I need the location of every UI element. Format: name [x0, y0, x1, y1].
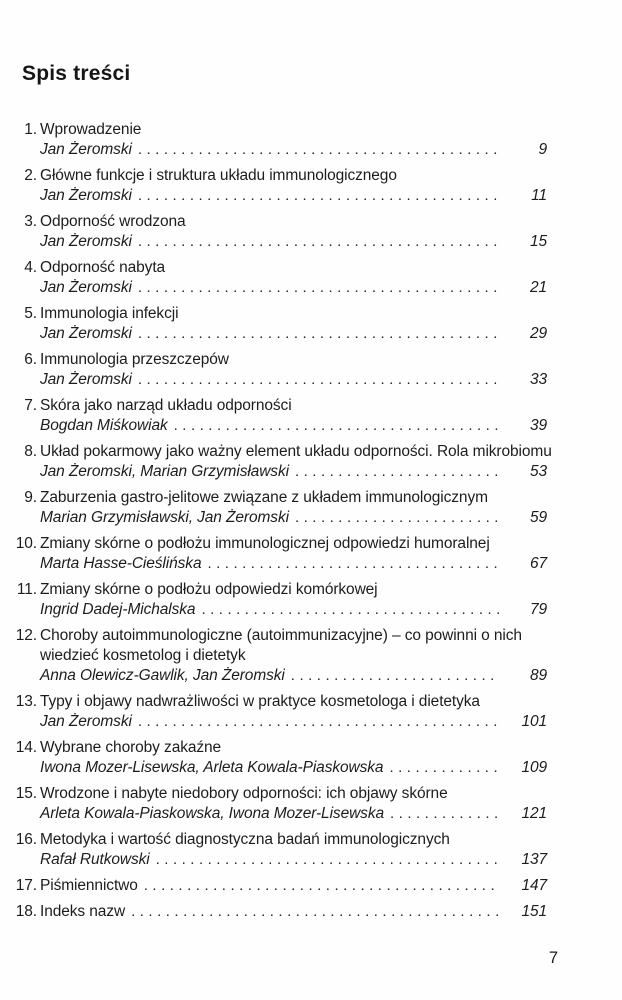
- dot-leader: [201, 600, 499, 620]
- entry-title-line: Główne funkcje i struktura układu immunologicznego: [40, 167, 397, 184]
- entry-number: 11.: [16, 581, 37, 598]
- entry-leader-label: Jan Żeromski: [40, 371, 132, 388]
- toc-entry: [14, 396, 547, 436]
- entry-title-line: Zmiany skórne o podłożu odpowiedzi komórkowej: [40, 581, 378, 598]
- entry-page-number: 33: [529, 371, 547, 388]
- entry-body: [40, 396, 547, 436]
- entry-page-number: 79: [529, 601, 547, 618]
- entry-title-line: Choroby autoimmunologiczne (autoimmunizacyjne) – co powinni o nich: [40, 627, 522, 644]
- dot-leader: [207, 554, 499, 574]
- entry-title-lines: [40, 692, 547, 712]
- toc-entry: [14, 120, 547, 160]
- entry-number: 2.: [24, 167, 37, 184]
- entry-title-line: Układ pokarmowy jako ważny element układu odporności. Rola mikrobiomu: [40, 443, 552, 460]
- toc-entry: [14, 626, 547, 686]
- entry-title-line: Metodyka i wartość diagnostyczna badań immunologicznych: [40, 831, 450, 848]
- entry-body: [40, 738, 547, 778]
- entry-leader-label: Bogdan Miśkowiak: [40, 417, 168, 434]
- entry-page-number: 15: [529, 233, 547, 250]
- entry-leader-row: [40, 232, 547, 252]
- entry-leader-row: [40, 416, 547, 436]
- entry-title-lines: [40, 580, 547, 600]
- entry-leader-label: Indeks nazw: [40, 903, 126, 920]
- entry-title-line: Wrodzone i nabyte niedobory odporności: ich objawy skórne: [40, 785, 448, 802]
- entry-page-number: 101: [521, 713, 547, 730]
- dot-leader: [138, 278, 499, 298]
- entry-number: 5.: [24, 305, 37, 322]
- entry-page-number: 11: [531, 187, 547, 204]
- entry-number: 13.: [15, 693, 37, 710]
- dot-leader: [131, 902, 499, 922]
- entry-leader-label: Jan Żeromski, Marian Grzymisławski: [40, 463, 289, 480]
- entry-page-number: 59: [529, 509, 547, 526]
- entry-body: [40, 784, 547, 824]
- entry-leader-row: [40, 666, 547, 686]
- entry-leader-row: [40, 902, 547, 922]
- entry-title-line: Typy i objawy nadwrażliwości w praktyce kosmetologa i dietetyka: [40, 693, 480, 710]
- entry-leader-label: Jan Żeromski: [40, 233, 132, 250]
- entry-number: 9.: [24, 489, 37, 506]
- toc-entry: [14, 738, 547, 778]
- entry-body: [40, 488, 547, 528]
- entry-page-number: 67: [529, 555, 547, 572]
- entry-body: [40, 626, 547, 686]
- entry-leader-label: Marta Hasse-Cieślińska: [40, 555, 202, 572]
- entry-leader-row: [40, 462, 547, 482]
- toc-entry: [14, 534, 547, 574]
- entry-leader-label: Anna Olewicz-Gawlik, Jan Żeromski: [40, 667, 285, 684]
- dot-leader: [144, 876, 499, 896]
- entry-body: [40, 534, 547, 574]
- entry-title-line: Odporność nabyta: [40, 259, 166, 276]
- entry-page-number: 121: [521, 805, 547, 822]
- entry-title-lines: [40, 488, 547, 508]
- entry-leader-label: Jan Żeromski: [40, 325, 132, 342]
- entry-page-number: 39: [529, 417, 547, 434]
- entry-title-line: wiedzieć kosmetolog i dietetyk: [40, 647, 246, 664]
- entry-leader-row: [40, 370, 547, 390]
- dot-leader: [390, 804, 499, 824]
- entry-leader-row: [40, 278, 547, 298]
- entry-number: 6.: [24, 351, 37, 368]
- toc-list: [14, 120, 552, 922]
- toc-entry: [14, 258, 547, 298]
- entry-body: [40, 350, 547, 390]
- entry-title-line: Immunologia przeszczepów: [40, 351, 229, 368]
- entry-page-number: 151: [521, 903, 547, 920]
- toc-entry: [14, 166, 547, 206]
- toc-entry: [14, 876, 547, 896]
- entry-body: [40, 902, 547, 922]
- entry-body: [40, 304, 547, 344]
- dot-leader: [138, 140, 499, 160]
- entry-body: [40, 212, 547, 252]
- entry-leader-row: [40, 554, 547, 574]
- entry-title-lines: [40, 626, 547, 666]
- entry-leader-row: [40, 876, 547, 896]
- dot-leader: [138, 712, 499, 732]
- entry-number: 7.: [24, 397, 37, 414]
- entry-leader-label: Ingrid Dadej-Michalska: [40, 601, 196, 618]
- entry-body: [40, 876, 547, 896]
- dot-leader: [295, 508, 499, 528]
- entry-leader-label: Jan Żeromski: [40, 187, 132, 204]
- entry-page-number: 53: [529, 463, 547, 480]
- entry-leader-row: [40, 600, 547, 620]
- dot-leader: [295, 462, 499, 482]
- toc-entry: [14, 212, 547, 252]
- entry-body: [40, 166, 547, 206]
- entry-title-line: Zmiany skórne o podłożu immunologicznej odpowiedzi humoralnej: [40, 535, 490, 552]
- dot-leader: [174, 416, 499, 436]
- entry-leader-label: Rafał Rutkowski: [40, 851, 150, 868]
- entry-leader-row: [40, 508, 547, 528]
- entry-leader-row: [40, 850, 547, 870]
- entry-leader-row: [40, 324, 547, 344]
- toc-entry: [14, 580, 547, 620]
- entry-body: [40, 258, 547, 298]
- page-title: Spis treści: [22, 62, 131, 85]
- entry-leader-row: [40, 758, 547, 778]
- entry-leader-label: Arleta Kowala-Piaskowska, Iwona Mozer-Lisewska: [40, 805, 385, 822]
- toc-entry: [14, 830, 547, 870]
- entry-leader-label: Jan Żeromski: [40, 279, 132, 296]
- entry-title-line: Odporność wrodzona: [40, 213, 186, 230]
- entry-title-lines: [40, 258, 547, 278]
- entry-title-line: Wybrane choroby zakaźne: [40, 739, 222, 756]
- dot-leader: [156, 850, 499, 870]
- entry-page-number: 137: [521, 851, 547, 868]
- entry-page-number: 29: [529, 325, 547, 342]
- entry-body: [40, 830, 547, 870]
- entry-number: 4.: [24, 259, 37, 276]
- toc-entry: [14, 488, 547, 528]
- entry-title-line: Skóra jako narząd układu odporności: [40, 397, 292, 414]
- footer-page-number: 7: [548, 949, 558, 967]
- entry-leader-label: Marian Grzymisławski, Jan Żeromski: [40, 509, 289, 526]
- toc-entry: [14, 304, 547, 344]
- entry-title-lines: [40, 534, 547, 554]
- entry-body: [40, 442, 552, 482]
- entry-title-lines: [40, 304, 547, 324]
- toc-entry: [14, 784, 547, 824]
- entry-page-number: 147: [521, 877, 547, 894]
- entry-title-lines: [40, 350, 547, 370]
- entry-body: [40, 120, 547, 160]
- entry-number: 18.: [15, 903, 37, 920]
- entry-body: [40, 692, 547, 732]
- entry-page-number: 89: [529, 667, 547, 684]
- entry-number: 12.: [15, 627, 37, 644]
- entry-title-lines: [40, 212, 547, 232]
- dot-leader: [138, 324, 499, 344]
- entry-body: [40, 580, 547, 620]
- entry-title-lines: [40, 120, 547, 140]
- entry-leader-row: [40, 140, 547, 160]
- entry-number: 3.: [24, 213, 37, 230]
- entry-title-lines: [40, 784, 547, 804]
- toc-entry: [14, 902, 547, 922]
- entry-number: 1.: [24, 121, 37, 138]
- toc-entry: [14, 442, 552, 482]
- entry-leader-label: Iwona Mozer-Lisewska, Arleta Kowala-Piaskowska: [40, 759, 384, 776]
- entry-leader-row: [40, 804, 547, 824]
- entry-leader-label: Piśmiennictwo: [40, 877, 138, 894]
- entry-title-lines: [40, 442, 552, 462]
- entry-number: 16.: [15, 831, 37, 848]
- dot-leader: [138, 232, 499, 252]
- entry-page-number: 9: [538, 141, 547, 158]
- entry-number: 15.: [15, 785, 37, 802]
- entry-page-number: 21: [529, 279, 547, 296]
- entry-title-line: Wprowadzenie: [40, 121, 142, 138]
- entry-title-lines: [40, 396, 547, 416]
- entry-page-number: 109: [521, 759, 547, 776]
- entry-leader-row: [40, 186, 547, 206]
- entry-leader-row: [40, 712, 547, 732]
- dot-leader: [138, 186, 499, 206]
- entry-title-lines: [40, 830, 547, 850]
- dot-leader: [389, 758, 499, 778]
- entry-title-lines: [40, 738, 547, 758]
- toc-entry: [14, 692, 547, 732]
- entry-title-lines: [40, 166, 547, 186]
- entry-number: 8.: [24, 443, 37, 460]
- entry-number: 10.: [15, 535, 37, 552]
- entry-leader-label: Jan Żeromski: [40, 713, 132, 730]
- entry-number: 14.: [15, 739, 37, 756]
- dot-leader: [138, 370, 499, 390]
- entry-title-line: Immunologia infekcji: [40, 305, 179, 322]
- entry-title-line: Zaburzenia gastro-jelitowe związane z układem immunologicznym: [40, 489, 488, 506]
- toc-entry: [14, 350, 547, 390]
- entry-number: 17.: [15, 877, 37, 894]
- entry-leader-label: Jan Żeromski: [40, 141, 132, 158]
- dot-leader: [291, 666, 499, 686]
